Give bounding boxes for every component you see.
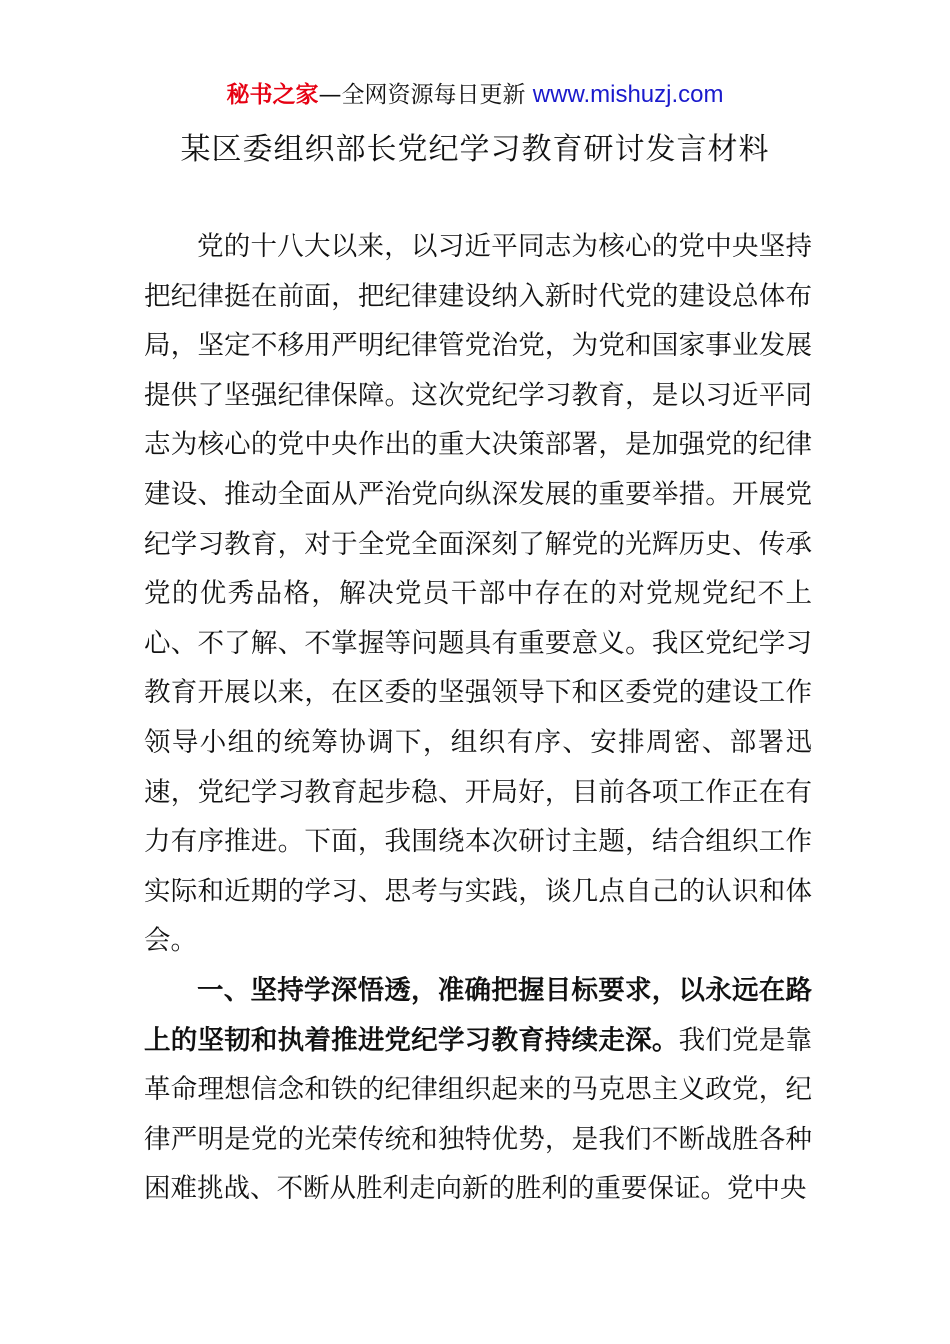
section-one-heading: 一、坚持学深悟透，准确把握目标要求，以永远在路上的坚韧和执着推进党纪学习教育持续走深。 [144,974,812,1056]
paragraph-intro-text: 党的十八大以来，以习近平同志为核心的党中央坚持把纪律挺在前面，把纪律建设纳入新时代党的建设总体布局，坚定不移用严明纪律管党治党，为党和国家事业发展提供了坚强纪律保障。这次党纪学习教育，是以习近平同志为核心的党中央作出的重大决策部署，是加强党的纪律建设、推动全面从严治党向纵深发展的重要举措。开展党纪学习教育，对于全党全面深刻了解党的光辉历史、传承党的优秀品格，解决党员干部中存在的对党规党纪不上心、不了解、不掌握等问题具有重要意义。我区党纪学习教育开展以来，在区委的坚强领导下和区委党的建设工作领导小组的统筹协调下，组织有序、安排周密、部署迅速，党纪学习教育起步稳、开局好，目前各项工作正在有力有序推进。下面，我围绕本次研讨主题，结合组织工作实际和近期的学习、思考与实践，谈几点自己的认识和体会。 [144,231,812,957]
document-title: 某区委组织部长党纪学习教育研讨发言材料 [180,132,770,167]
site-tagline: —全网资源每日更新 [318,82,533,108]
section-one-text: 我们党是靠革命理想信念和铁的纪律组织起来的马克思主义政党，纪律严明是党的光荣传统和独特优势，是我们不断战胜各种困难挑战、不断从胜利走向新的胜利的重要保证。党中央 [144,1024,813,1205]
paragraph-section-one [144,966,812,1214]
paragraph-intro [144,222,812,966]
site-header [0,80,950,110]
site-brand: 秘书之家 [226,82,319,108]
document-body [144,222,812,1214]
site-url-link[interactable]: www.mishuzj.com [532,81,724,108]
